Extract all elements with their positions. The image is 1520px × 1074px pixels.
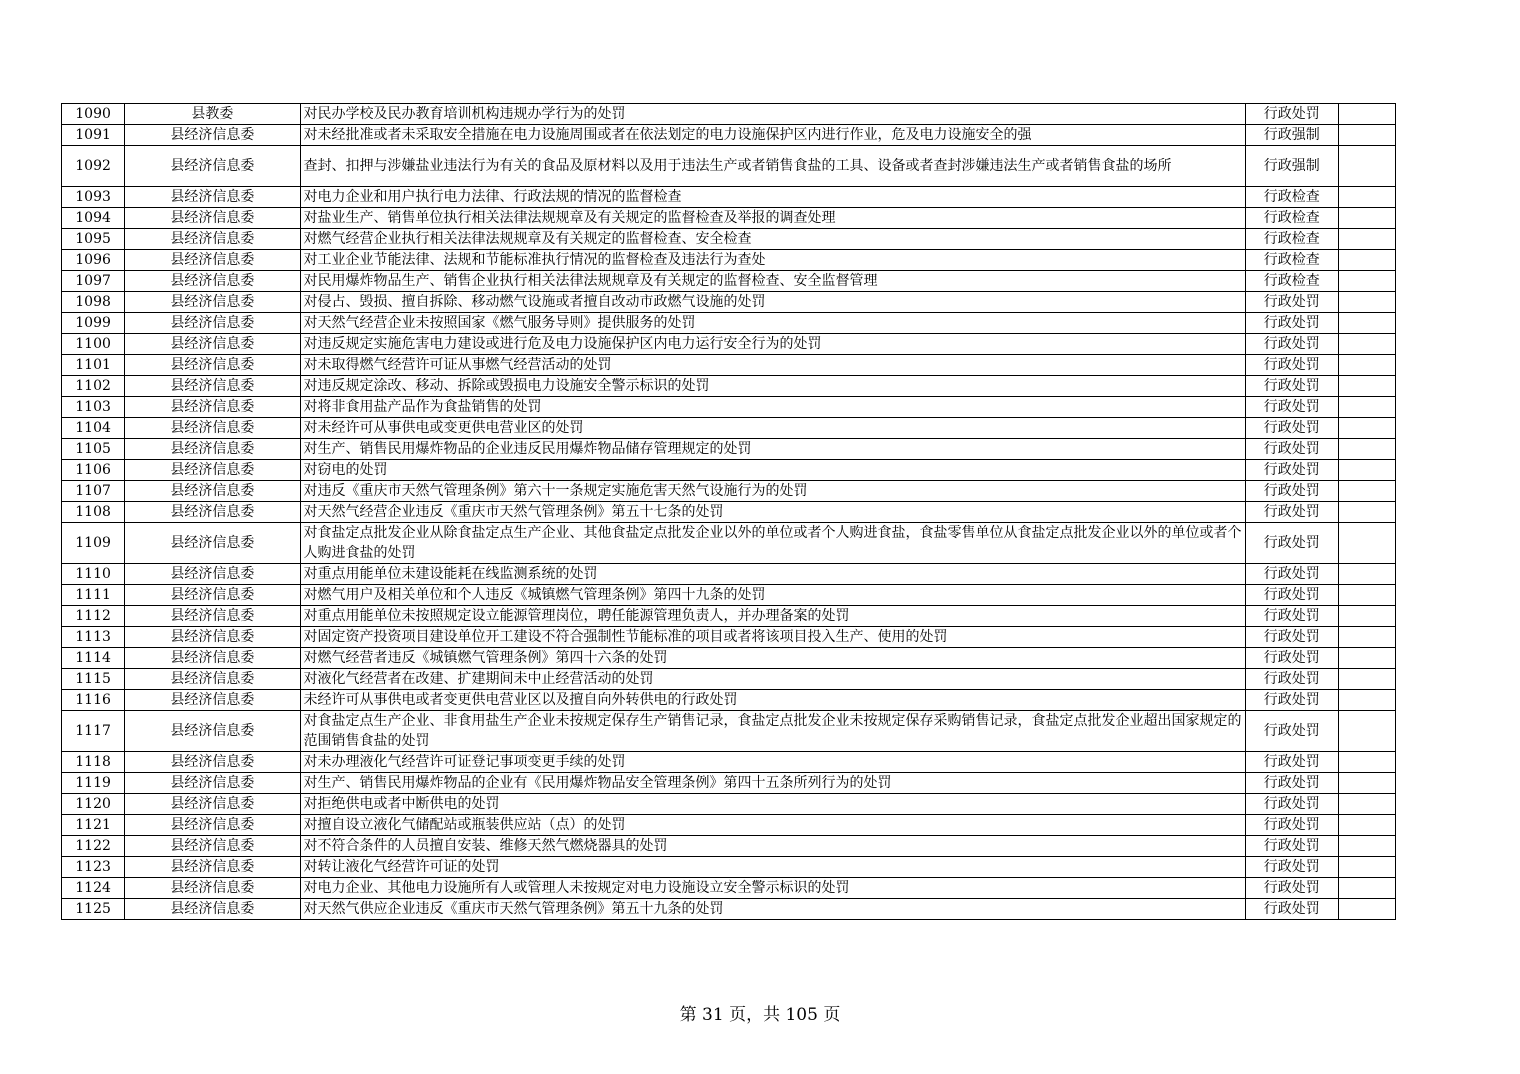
category-cell: 行政处罚 [1245, 648, 1338, 669]
table-row [62, 418, 1396, 439]
category-cell: 行政处罚 [1245, 502, 1338, 523]
item-description-cell: 对液化气经营者在改建、扩建期间未中止经营活动的处罚 [300, 669, 1245, 690]
row-number: 1092 [62, 146, 125, 187]
department-cell: 县经济信息委 [125, 648, 300, 669]
table-row [62, 229, 1396, 250]
department-cell: 县经济信息委 [125, 773, 300, 794]
table-row [62, 397, 1396, 418]
department-cell: 县经济信息委 [125, 669, 300, 690]
empty-cell [1338, 857, 1395, 878]
table-row [62, 523, 1396, 564]
empty-cell [1338, 794, 1395, 815]
category-cell: 行政处罚 [1245, 773, 1338, 794]
department-cell: 县经济信息委 [125, 376, 300, 397]
row-number: 1101 [62, 355, 125, 376]
row-number: 1123 [62, 857, 125, 878]
category-cell: 行政处罚 [1245, 878, 1338, 899]
category-cell: 行政检查 [1245, 187, 1338, 208]
row-number: 1116 [62, 690, 125, 711]
data-table [61, 103, 1396, 920]
item-description-cell: 对燃气经营者违反《城镇燃气管理条例》第四十六条的处罚 [300, 648, 1245, 669]
category-cell: 行政处罚 [1245, 585, 1338, 606]
row-number: 1122 [62, 836, 125, 857]
category-cell: 行政处罚 [1245, 523, 1338, 564]
item-description-cell: 未经许可从事供电或者变更供电营业区以及擅自向外转供电的行政处罚 [300, 690, 1245, 711]
row-number: 1095 [62, 229, 125, 250]
department-cell: 县经济信息委 [125, 752, 300, 773]
table-body [62, 104, 1396, 920]
table-row [62, 292, 1396, 313]
department-cell: 县经济信息委 [125, 585, 300, 606]
department-cell: 县经济信息委 [125, 146, 300, 187]
row-number: 1094 [62, 208, 125, 229]
table-row [62, 585, 1396, 606]
category-cell: 行政强制 [1245, 125, 1338, 146]
table-row [62, 334, 1396, 355]
item-description-cell: 对违反规定实施危害电力建设或进行危及电力设施保护区内电力运行安全行为的处罚 [300, 334, 1245, 355]
item-description-cell: 对违反规定涂改、移动、拆除或毁损电力设施安全警示标识的处罚 [300, 376, 1245, 397]
department-cell: 县经济信息委 [125, 502, 300, 523]
empty-cell [1338, 752, 1395, 773]
item-description-cell: 对电力企业和用户执行电力法律、行政法规的情况的监督检查 [300, 187, 1245, 208]
row-number: 1121 [62, 815, 125, 836]
category-cell: 行政强制 [1245, 146, 1338, 187]
item-description-cell: 对未办理液化气经营许可证登记事项变更手续的处罚 [300, 752, 1245, 773]
category-cell: 行政处罚 [1245, 899, 1338, 920]
department-cell: 县经济信息委 [125, 418, 300, 439]
item-description-cell: 对盐业生产、销售单位执行相关法律法规规章及有关规定的监督检查及举报的调查处理 [300, 208, 1245, 229]
category-cell: 行政处罚 [1245, 104, 1338, 125]
empty-cell [1338, 815, 1395, 836]
row-number: 1090 [62, 104, 125, 125]
item-description-cell: 对侵占、毁损、擅自拆除、移动燃气设施或者擅自改动市政燃气设施的处罚 [300, 292, 1245, 313]
item-description-cell: 对生产、销售民用爆炸物品的企业违反民用爆炸物品储存管理规定的处罚 [300, 439, 1245, 460]
item-description-cell: 对民用爆炸物品生产、销售企业执行相关法律法规规章及有关规定的监督检查、安全监督管理 [300, 271, 1245, 292]
table-row [62, 208, 1396, 229]
department-cell: 县经济信息委 [125, 836, 300, 857]
row-number: 1108 [62, 502, 125, 523]
table-row [62, 502, 1396, 523]
category-cell: 行政处罚 [1245, 627, 1338, 648]
empty-cell [1338, 836, 1395, 857]
table-row [62, 271, 1396, 292]
category-cell: 行政处罚 [1245, 397, 1338, 418]
department-cell: 县经济信息委 [125, 439, 300, 460]
table-row [62, 125, 1396, 146]
table-row [62, 711, 1396, 752]
item-description-cell: 对燃气经营企业执行相关法律法规规章及有关规定的监督检查、安全检查 [300, 229, 1245, 250]
empty-cell [1338, 250, 1395, 271]
table-row [62, 355, 1396, 376]
row-number: 1097 [62, 271, 125, 292]
category-cell: 行政检查 [1245, 229, 1338, 250]
empty-cell [1338, 711, 1395, 752]
item-description-cell: 对将非食用盐产品作为食盐销售的处罚 [300, 397, 1245, 418]
empty-cell [1338, 104, 1395, 125]
table-row [62, 878, 1396, 899]
empty-cell [1338, 292, 1395, 313]
row-number: 1109 [62, 523, 125, 564]
item-description-cell: 对生产、销售民用爆炸物品的企业有《民用爆炸物品安全管理条例》第四十五条所列行为的处罚 [300, 773, 1245, 794]
item-description-cell: 对重点用能单位未建设能耗在线监测系统的处罚 [300, 564, 1245, 585]
empty-cell [1338, 271, 1395, 292]
category-cell: 行政处罚 [1245, 815, 1338, 836]
department-cell: 县经济信息委 [125, 334, 300, 355]
item-description-cell: 对不符合条件的人员擅自安装、维修天然气燃烧器具的处罚 [300, 836, 1245, 857]
category-cell: 行政处罚 [1245, 836, 1338, 857]
department-cell: 县经济信息委 [125, 627, 300, 648]
item-description-cell: 对未取得燃气经营许可证从事燃气经营活动的处罚 [300, 355, 1245, 376]
row-number: 1096 [62, 250, 125, 271]
department-cell: 县经济信息委 [125, 815, 300, 836]
item-description-cell: 对食盐定点生产企业、非食用盐生产企业未按规定保存生产销售记录，食盐定点批发企业未按规定保存采购销售记录，食盐定点批发企业超出国家规定的范围销售食盐的处罚 [300, 711, 1245, 752]
item-description-cell: 对擅自设立液化气储配站或瓶装供应站（点）的处罚 [300, 815, 1245, 836]
category-cell: 行政检查 [1245, 250, 1338, 271]
item-description-cell: 对民办学校及民办教育培训机构违规办学行为的处罚 [300, 104, 1245, 125]
empty-cell [1338, 564, 1395, 585]
row-number: 1113 [62, 627, 125, 648]
category-cell: 行政处罚 [1245, 481, 1338, 502]
empty-cell [1338, 418, 1395, 439]
category-cell: 行政处罚 [1245, 460, 1338, 481]
department-cell: 县经济信息委 [125, 229, 300, 250]
row-number: 1099 [62, 313, 125, 334]
empty-cell [1338, 229, 1395, 250]
department-cell: 县经济信息委 [125, 857, 300, 878]
row-number: 1102 [62, 376, 125, 397]
row-number: 1098 [62, 292, 125, 313]
row-number: 1118 [62, 752, 125, 773]
row-number: 1105 [62, 439, 125, 460]
category-cell: 行政处罚 [1245, 292, 1338, 313]
table-row [62, 627, 1396, 648]
page-footer: 第 31 页，共 105 页 [679, 1005, 841, 1025]
empty-cell [1338, 648, 1395, 669]
item-description-cell: 对固定资产投资项目建设单位开工建设不符合强制性节能标准的项目或者将该项目投入生产、使用的处罚 [300, 627, 1245, 648]
table-row [62, 606, 1396, 627]
empty-cell [1338, 439, 1395, 460]
table-row [62, 836, 1396, 857]
category-cell: 行政处罚 [1245, 669, 1338, 690]
category-cell: 行政处罚 [1245, 355, 1338, 376]
item-description-cell: 对燃气用户及相关单位和个人违反《城镇燃气管理条例》第四十九条的处罚 [300, 585, 1245, 606]
empty-cell [1338, 481, 1395, 502]
table-row [62, 815, 1396, 836]
department-cell: 县经济信息委 [125, 355, 300, 376]
empty-cell [1338, 606, 1395, 627]
empty-cell [1338, 523, 1395, 564]
category-cell: 行政处罚 [1245, 313, 1338, 334]
empty-cell [1338, 773, 1395, 794]
row-number: 1091 [62, 125, 125, 146]
row-number: 1112 [62, 606, 125, 627]
department-cell: 县经济信息委 [125, 460, 300, 481]
category-cell: 行政处罚 [1245, 606, 1338, 627]
department-cell: 县经济信息委 [125, 313, 300, 334]
item-description-cell: 对天然气供应企业违反《重庆市天然气管理条例》第五十九条的处罚 [300, 899, 1245, 920]
category-cell: 行政处罚 [1245, 794, 1338, 815]
table-row [62, 439, 1396, 460]
empty-cell [1338, 585, 1395, 606]
item-description-cell: 对未经许可从事供电或变更供电营业区的处罚 [300, 418, 1245, 439]
empty-cell [1338, 502, 1395, 523]
empty-cell [1338, 690, 1395, 711]
department-cell: 县经济信息委 [125, 271, 300, 292]
table-row [62, 313, 1396, 334]
row-number: 1119 [62, 773, 125, 794]
department-cell: 县经济信息委 [125, 250, 300, 271]
department-cell: 县经济信息委 [125, 397, 300, 418]
department-cell: 县经济信息委 [125, 899, 300, 920]
department-cell: 县经济信息委 [125, 606, 300, 627]
empty-cell [1338, 208, 1395, 229]
department-cell: 县经济信息委 [125, 292, 300, 313]
item-description-cell: 对重点用能单位未按照规定设立能源管理岗位，聘任能源管理负责人，并办理备案的处罚 [300, 606, 1245, 627]
row-number: 1110 [62, 564, 125, 585]
table-row [62, 794, 1396, 815]
table-row [62, 857, 1396, 878]
category-cell: 行政处罚 [1245, 752, 1338, 773]
row-number: 1111 [62, 585, 125, 606]
category-cell: 行政处罚 [1245, 334, 1338, 355]
table-row [62, 648, 1396, 669]
table-row [62, 481, 1396, 502]
item-description-cell: 对食盐定点批发企业从除食盐定点生产企业、其他食盐定点批发企业以外的单位或者个人购进食盐，食盐零售单位从食盐定点批发企业以外的单位或者个人购进食盐的处罚 [300, 523, 1245, 564]
row-number: 1124 [62, 878, 125, 899]
item-description-cell: 对未经批准或者未采取安全措施在电力设施周围或者在依法划定的电力设施保护区内进行作业，危及电力设施安全的强 [300, 125, 1245, 146]
table-row [62, 104, 1396, 125]
row-number: 1114 [62, 648, 125, 669]
table-row [62, 460, 1396, 481]
department-cell: 县经济信息委 [125, 690, 300, 711]
table-row [62, 690, 1396, 711]
table-row [62, 669, 1396, 690]
table-row [62, 146, 1396, 187]
item-description-cell: 对转让液化气经营许可证的处罚 [300, 857, 1245, 878]
empty-cell [1338, 878, 1395, 899]
empty-cell [1338, 313, 1395, 334]
item-description-cell: 查封、扣押与涉嫌盐业违法行为有关的食品及原材料以及用于违法生产或者销售食盐的工具、设备或者查封涉嫌违法生产或者销售食盐的场所 [300, 146, 1245, 187]
category-cell: 行政处罚 [1245, 690, 1338, 711]
category-cell: 行政检查 [1245, 208, 1338, 229]
department-cell: 县经济信息委 [125, 794, 300, 815]
row-number: 1103 [62, 397, 125, 418]
empty-cell [1338, 125, 1395, 146]
item-description-cell: 对拒绝供电或者中断供电的处罚 [300, 794, 1245, 815]
category-cell: 行政处罚 [1245, 564, 1338, 585]
department-cell: 县经济信息委 [125, 711, 300, 752]
row-number: 1120 [62, 794, 125, 815]
department-cell: 县教委 [125, 104, 300, 125]
empty-cell [1338, 460, 1395, 481]
empty-cell [1338, 376, 1395, 397]
table-row [62, 752, 1396, 773]
category-cell: 行政处罚 [1245, 439, 1338, 460]
department-cell: 县经济信息委 [125, 208, 300, 229]
row-number: 1117 [62, 711, 125, 752]
empty-cell [1338, 334, 1395, 355]
row-number: 1106 [62, 460, 125, 481]
empty-cell [1338, 355, 1395, 376]
empty-cell [1338, 187, 1395, 208]
item-description-cell: 对天然气经营企业未按照国家《燃气服务导则》提供服务的处罚 [300, 313, 1245, 334]
item-description-cell: 对违反《重庆市天然气管理条例》第六十一条规定实施危害天然气设施行为的处罚 [300, 481, 1245, 502]
table-row [62, 250, 1396, 271]
department-cell: 县经济信息委 [125, 481, 300, 502]
empty-cell [1338, 899, 1395, 920]
table-row [62, 773, 1396, 794]
department-cell: 县经济信息委 [125, 125, 300, 146]
row-number: 1100 [62, 334, 125, 355]
item-description-cell: 对窃电的处罚 [300, 460, 1245, 481]
department-cell: 县经济信息委 [125, 564, 300, 585]
table-row [62, 564, 1396, 585]
category-cell: 行政检查 [1245, 271, 1338, 292]
department-cell: 县经济信息委 [125, 523, 300, 564]
category-cell: 行政处罚 [1245, 857, 1338, 878]
item-description-cell: 对电力企业、其他电力设施所有人或管理人未按规定对电力设施设立安全警示标识的处罚 [300, 878, 1245, 899]
department-cell: 县经济信息委 [125, 187, 300, 208]
row-number: 1125 [62, 899, 125, 920]
row-number: 1093 [62, 187, 125, 208]
empty-cell [1338, 627, 1395, 648]
category-cell: 行政处罚 [1245, 711, 1338, 752]
table-row [62, 899, 1396, 920]
table-row [62, 376, 1396, 397]
item-description-cell: 对工业企业节能法律、法规和节能标准执行情况的监督检查及违法行为查处 [300, 250, 1245, 271]
category-cell: 行政处罚 [1245, 376, 1338, 397]
table-row [62, 187, 1396, 208]
row-number: 1115 [62, 669, 125, 690]
category-cell: 行政处罚 [1245, 418, 1338, 439]
empty-cell [1338, 397, 1395, 418]
department-cell: 县经济信息委 [125, 878, 300, 899]
empty-cell [1338, 146, 1395, 187]
empty-cell [1338, 669, 1395, 690]
row-number: 1107 [62, 481, 125, 502]
item-description-cell: 对天然气经营企业违反《重庆市天然气管理条例》第五十七条的处罚 [300, 502, 1245, 523]
row-number: 1104 [62, 418, 125, 439]
